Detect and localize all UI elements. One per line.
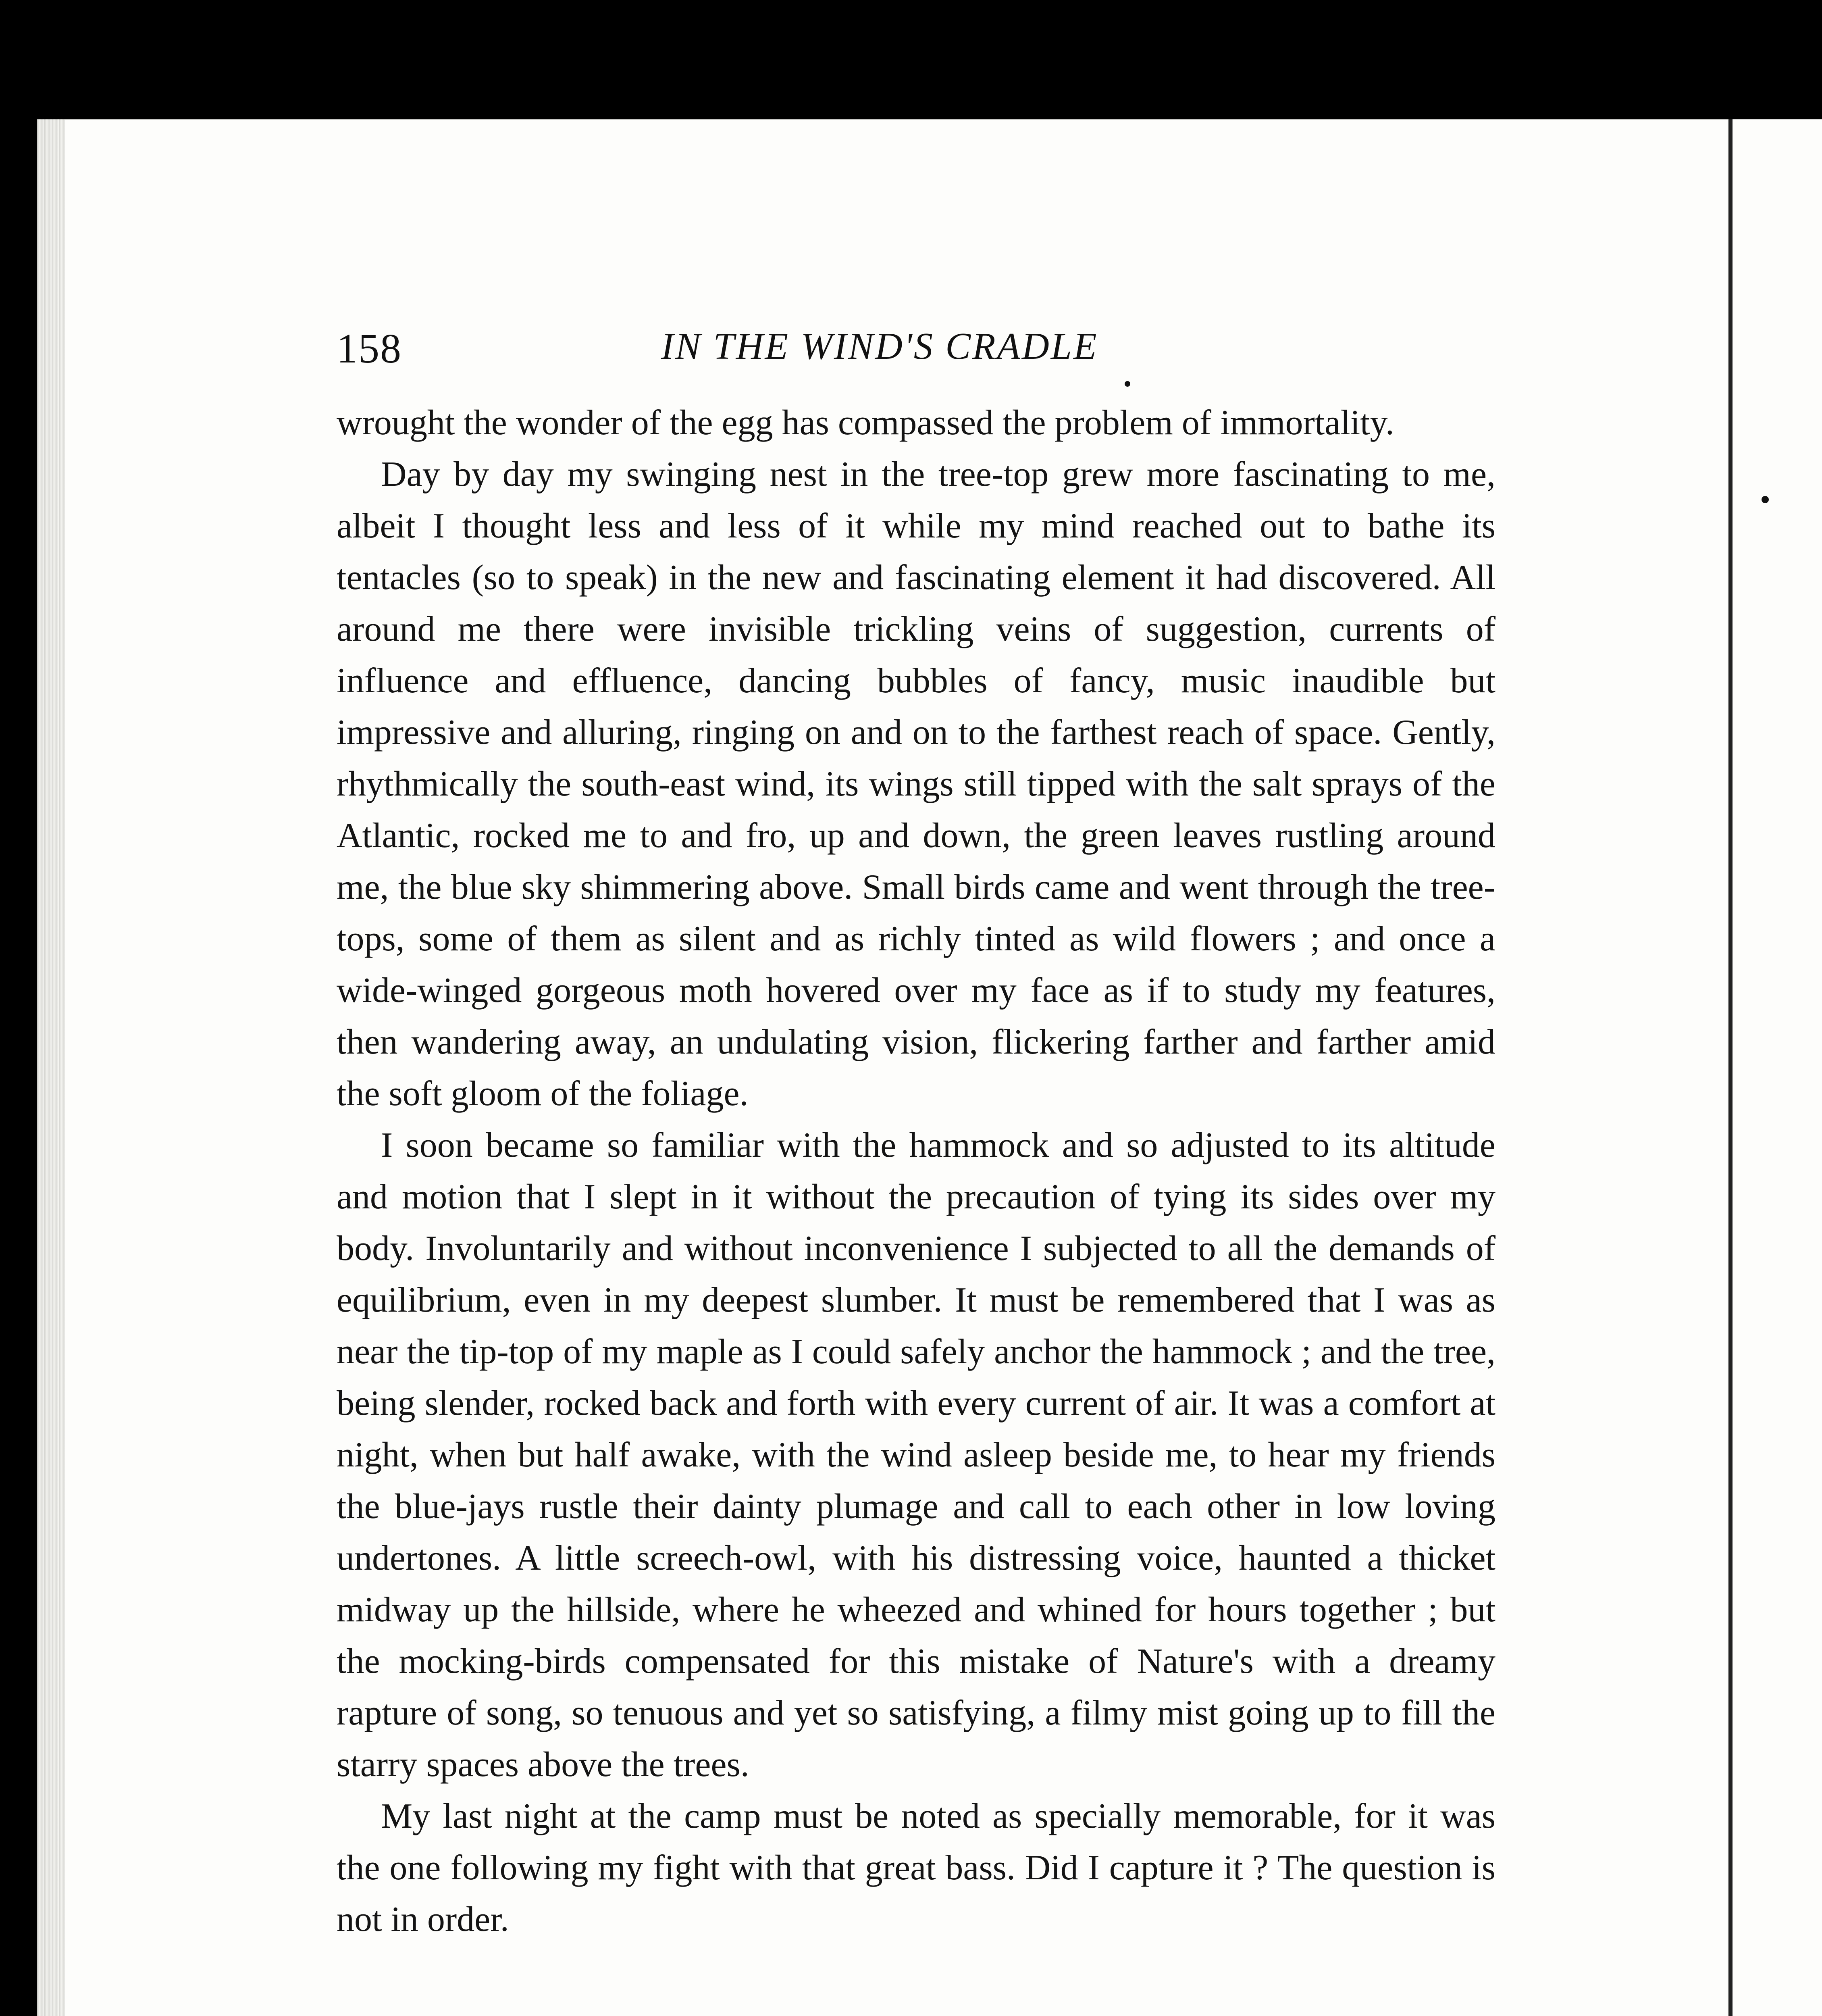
- ink-speck: [1125, 381, 1130, 387]
- page-binding-edge: [37, 119, 65, 2016]
- page-number: 158: [337, 325, 402, 372]
- body-text: [337, 397, 1495, 1945]
- book-title: IN THE WIND'S CRADLE: [661, 325, 1098, 367]
- ink-speck: [1762, 496, 1769, 503]
- paragraph: My last night at the camp must be noted as specially memorable, for it was the one following my fight with that great bass. Did I capture it ? The question is not in order.: [337, 1797, 1495, 1939]
- paragraph: I soon became so familiar with the hammock and so adjusted to its altitude and motion that I slept in it without the precaution of tying its sides over my body. Involuntarily and without inconvenience I subjected to all the demands of equilibrium, even in my deepest slumber. It must be remembered that I was as near the tip-top of my maple as I could safely anchor the hammock ; and the tree, being slender, rocked back and forth with every current of air. It was a comfort at night, when but half awake, with the wind asleep beside me, to hear my friends the blue-jays rustle their dainty plumage and call to each other in low loving undertones. A little screech-owl, with his distressing voice, haunted a thicket midway up the hillside, where he wheezed and whined for hours together ; but the mocking-birds compensated for this mistake of Nature's with a dreamy rapture of song, so tenuous and yet so satisfying, a filmy mist going up to fill the starry spaces above the trees.: [337, 1126, 1495, 1784]
- paragraph: Day by day my swinging nest in the tree-top grew more fascinating to me, albeit I thought less and less of it while my mind reached out to bathe its tentacles (so to speak) in the new and fascinating element it had discovered. All around me there were invisible trickling veins of suggestion, currents of influence and effluence, dancing bubbles of fancy, music inaudible but impressive and alluring, ringing on and on to the farthest reach of space. Gently, rhythmically the south-east wind, its wings still tipped with the salt sprays of the Atlantic, rocked me to and fro, up and down, the green leaves rustling around me, the blue sky shimmering above. Small birds came and went through the tree-tops, some of them as silent and as richly tinted as wild flowers ; and once a wide-winged gorgeous moth hovered over my face as if to study my features, then wandering away, an undulating vision, flickering farther and farther amid the soft gloom of the foliage.: [337, 455, 1495, 1113]
- running-head: [337, 325, 1495, 373]
- paragraph-continued: wrought the wonder of the egg has compassed the problem of immortality.: [337, 403, 1394, 442]
- adjacent-page-edge: [1728, 119, 1822, 2016]
